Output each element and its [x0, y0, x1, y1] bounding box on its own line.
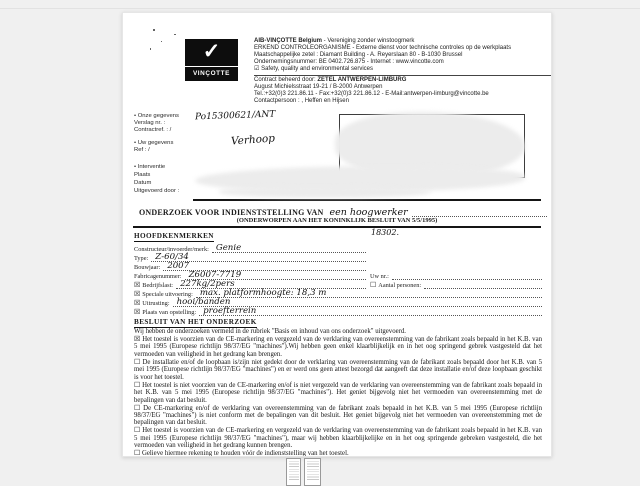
empty-box-icon: ☐ — [370, 281, 377, 289]
field-value-handwritten: Z6007-7719 — [188, 270, 242, 280]
contact-person: Contactpersoon : , Heffen en Hijsen — [254, 98, 349, 104]
contract-ref-label: Contractref. : / — [134, 127, 172, 133]
field-label: Plaats van opstelling: — [142, 309, 197, 316]
our-data-heading: • Onze gegevens — [134, 113, 179, 119]
org-name: AIB-VINÇOTTE Belgium — [254, 38, 323, 44]
field-row-bedrijfslast — [134, 280, 542, 289]
file-number-handwritten: 18302. — [371, 228, 399, 237]
logo-brand-name: VINÇOTTE — [185, 66, 238, 80]
document-subtitle: (ONDERWORPEN AAN HET KONINKLIJK BESLUIT VAN 5/5/1995) — [236, 217, 438, 224]
conclusion-item-text: De CE-markering en/of de verklaring van overeenstemming van de fabrikant zoals bepaald in het K.B. van 5 mei 1995 (Europese richtlijn 98/37/EG "machines") is niet conform met de bepalingen van dit besluit. Het geniet bijgevolg niet het vermoeden van overeenstemming met de bepalingen van dat besluit. — [134, 404, 542, 427]
managed-by-label: Contract beheerd door: — [254, 77, 316, 83]
org-line-2: ERKEND CONTROLEORGANISME - Externe dienst voor technische controles op de werkplaats — [254, 44, 512, 51]
checked-box-icon: ☑ — [254, 65, 260, 72]
intervention-heading: • Interventie — [134, 164, 166, 170]
characteristics-heading: HOOFDKENMERKEN — [134, 232, 214, 240]
dotted-leader — [392, 272, 542, 280]
conclusion-item-text: Gelieve hiermee rekening te houden vóór de indienststelling van het toestel. — [141, 450, 349, 457]
services-text: Safety, quality and environmental services — [261, 65, 374, 72]
org-name-suffix: - Vereniging zonder winstoogmerk — [322, 38, 415, 44]
dotted-leader — [212, 245, 366, 253]
checked-box-icon: ☒ — [134, 334, 141, 343]
section-rule — [193, 199, 541, 201]
page-thumbnail-icon[interactable] — [304, 458, 321, 486]
scan-noise-dot — [150, 48, 151, 50]
checkmark-icon: ✓ — [202, 40, 221, 63]
empty-box-icon: ☐ — [134, 380, 141, 389]
org-line-4: Ondernemingsnummer: BE 0402.726.875 - Internet : www.vincotte.com — [254, 58, 444, 65]
field-row-uitrusting — [134, 298, 542, 307]
document-title-row — [139, 206, 547, 217]
field-row-plaats-opstelling — [134, 307, 542, 316]
conclusion-intro: Wij hebben de onderzoeken vermeld in de rubriek "Basis en inhoud van ons onderzoek" uitgevoerd. — [134, 328, 406, 335]
managed-by-value: ZETEL ANTWERPEN-LIMBURG — [317, 77, 407, 83]
empty-box-icon: ☐ — [134, 357, 141, 366]
your-data-heading: • Uw gegevens — [134, 140, 174, 146]
scan-noise-dot — [161, 41, 162, 42]
report-number-label: Verslag nr. : — [134, 120, 166, 126]
title-rule — [133, 226, 541, 228]
scan-noise-dot — [153, 29, 155, 31]
letterhead-organisation — [254, 38, 552, 76]
vincotte-logo — [185, 39, 238, 81]
thumbnail-content — [307, 461, 319, 481]
subject-handwritten: een hoogwerker — [329, 207, 408, 218]
field-value-handwritten: 227kg/2pers — [180, 279, 235, 289]
background-divider — [0, 8, 640, 9]
managed-by-line — [254, 77, 552, 84]
conclusion-item — [134, 405, 542, 427]
org-services-line — [254, 66, 552, 73]
field-label: Bedrijfslast: — [142, 282, 174, 289]
field-label: Aantal personen: — [378, 282, 422, 289]
page-thumbnail-icon[interactable] — [286, 458, 301, 486]
conclusion-item-text: Het toestel is voorzien van de CE-markering en vergezeld van de verklaring van overeenstemming van de fabrikant zoals bepaald in het K.B. van 5 mei 1995 (Europese richtlijn 98/37/EG "machines"), maar wij hebben klaarblijkelijke en in het oog springende gebreken vastgesteld, die het vermoeden van veiligheid in het gedrang kunnen brengen. — [134, 427, 543, 450]
conclusion-item — [134, 427, 542, 449]
empty-box-icon: ☐ — [134, 403, 141, 412]
letterhead-contact — [254, 77, 552, 105]
dotted-leader — [196, 290, 542, 298]
place-label: Plaats — [134, 172, 151, 178]
thumbnail-content — [289, 461, 299, 481]
conclusion-item — [134, 359, 542, 381]
field-value-handwritten: max. platformhoogte: 18,3 m — [199, 288, 327, 298]
redaction-blob — [219, 186, 431, 198]
conclusion-item — [134, 336, 542, 358]
field-label: Speciale uitvoering: — [142, 291, 193, 298]
field-row-type — [134, 253, 542, 262]
field-label: Bouwjaar: — [134, 264, 161, 271]
conclusion-item — [134, 450, 542, 457]
checked-box-icon: ☒ — [134, 308, 141, 316]
characteristics-fields — [134, 244, 542, 316]
org-line-3: Maatschappelijke zetel : Diamant Building - A. Reyerslaan 80 - B-1030 Brussel — [254, 51, 463, 58]
dotted-leader — [199, 308, 542, 316]
conclusion-item-text: De installatie en/of de loopbaan is/zijn niet gedekt door de verklaring van overeenstemming van de fabrikant zoals bepaald door het K.B. van 5 mei 1995 (Europese richtlijn 98/37/EG "machines") en er werd ons geen attest bezorgd dat aangeeft dat deze installatie en/of deze loopbaan geschikt is voor het toestel. — [134, 358, 542, 381]
checked-box-icon: ☒ — [134, 281, 141, 289]
field-row-constructeur — [134, 244, 542, 253]
report-number-handwritten: Po15300621/ANT — [194, 109, 276, 123]
document-title: ONDERZOEK VOOR INDIENSTSTELLING VAN — [139, 208, 324, 217]
field-value-handwritten: hooi/banden — [176, 297, 231, 307]
empty-box-icon: ☐ — [134, 426, 141, 435]
conclusion-heading: BESLUIT VAN HET ONDERZOEK — [134, 318, 257, 326]
conclusion-body — [134, 328, 542, 457]
field-label: Fabricagenummer: — [134, 273, 182, 280]
org-line-1 — [254, 38, 552, 45]
your-ref-handwritten: Verhoop — [230, 132, 276, 148]
field-label: Constructeur/invoerder/merk: — [134, 246, 209, 253]
field-label: Uitrusting: — [142, 300, 170, 307]
page-thumbnails — [286, 458, 321, 486]
office-address: August Michielsstraat 19-21 / B-2000 Antwerpen — [254, 84, 383, 90]
field-label: Uw nr.: — [370, 273, 389, 280]
field-value-handwritten: Z-60/34 — [155, 252, 189, 262]
document-page — [122, 12, 552, 457]
field-label: Type: — [134, 255, 149, 262]
dotted-leader — [412, 208, 547, 217]
conclusion-item-text: Het toestel is niet voorzien van de CE-markering en/of is niet vergezeld van de verklaring van overeenstemming van de fabrikant zoals bepaald in het K.B. van 5 mei 1995 (Europese richtlijn 98/37/EG "machines"). Het geniet bijgevolg niet het vermoeden van overeenstemming met de bepalingen van dat besluit. — [134, 381, 542, 404]
field-value-handwritten: 2007 — [167, 261, 190, 271]
date-label: Datum — [134, 180, 152, 186]
checked-box-icon: ☒ — [134, 290, 141, 298]
executed-by-label: Uitgevoerd door : — [134, 188, 180, 194]
field-value-handwritten: proefterrein — [203, 306, 257, 316]
conclusion-item-text: Het toestel is voorzien van de CE-markering en vergezeld van de verklaring van overeenstemming van de fabrikant zoals bepaald in het K.B. van 5 mei 1995 (Europese richtlijn 98/37/EG "machines").Wij hebben geen enkel klaarblijkelijk en in het oog springend gebrek vastgesteld dat het vermoeden van veiligheid in het gedrang kan brengen. — [134, 335, 543, 358]
conclusion-item — [134, 382, 542, 404]
your-ref-label: Ref : / — [134, 147, 150, 153]
empty-box-icon: ☐ — [134, 449, 141, 457]
dotted-leader — [424, 281, 542, 289]
field-value-handwritten: Genie — [215, 243, 242, 253]
checked-box-icon: ☒ — [134, 299, 141, 307]
phone-fax-email: Tel.:+32(0)3 221.86.11 - Fax:+32(0)3 221.86.12 - E-Mail:antwerpen-limburg@vincotte.be — [254, 91, 489, 97]
scan-noise-dot — [174, 34, 176, 35]
